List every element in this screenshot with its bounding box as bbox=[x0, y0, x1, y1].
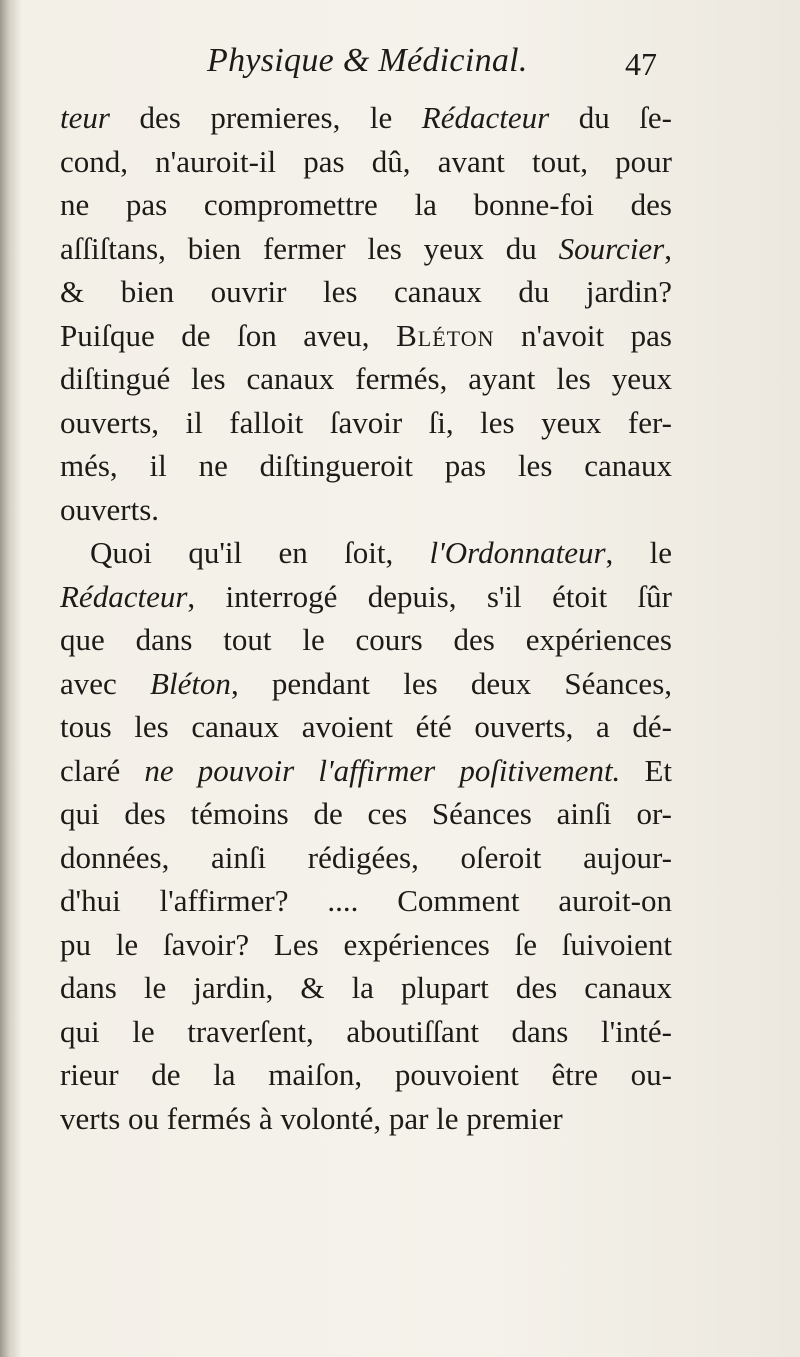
text-segment: , interrogé depuis, s'il étoit ſûr bbox=[187, 578, 672, 614]
text-segment: Bléton bbox=[396, 317, 495, 353]
text-line bbox=[60, 140, 672, 184]
text-segment: més, il ne diſtingueroit pas les canaux bbox=[60, 448, 672, 483]
page-header bbox=[60, 38, 690, 88]
text-line bbox=[60, 444, 672, 488]
text-line bbox=[60, 183, 672, 227]
running-head: Physique & Médicinal. bbox=[207, 42, 528, 79]
text-line bbox=[60, 1097, 672, 1141]
text-line bbox=[60, 662, 672, 706]
text-segment: teur bbox=[60, 100, 110, 135]
text-line bbox=[60, 1010, 672, 1054]
text-segment: qui des témoins de ces Séances ainſi or- bbox=[60, 796, 672, 831]
text-segment: dans le jardin, & la plupart des canaux bbox=[60, 970, 672, 1005]
text-line bbox=[60, 575, 672, 619]
text-segment: Et bbox=[620, 752, 672, 788]
text-line bbox=[60, 227, 672, 271]
text-segment: Quoi qu'il en ſoit, bbox=[90, 535, 430, 570]
text-segment: rieur de la maiſon, pouvoient être ou- bbox=[60, 1057, 672, 1092]
text-line bbox=[60, 923, 672, 967]
text-line bbox=[60, 357, 672, 401]
text-segment: ne pouvoir l'affirmer poſitivement. bbox=[144, 752, 621, 788]
text-line bbox=[60, 966, 672, 1010]
text-line bbox=[60, 401, 672, 445]
text-segment: Bléton bbox=[150, 665, 231, 701]
text-segment: données, ainſi rédigées, oſeroit aujour- bbox=[60, 839, 672, 875]
text-line bbox=[60, 96, 672, 140]
text-segment: du ſe- bbox=[549, 100, 672, 135]
text-line bbox=[60, 879, 672, 923]
text-line bbox=[60, 270, 672, 314]
text-segment: que dans tout le cours des expériences bbox=[60, 622, 672, 657]
text-segment: avec bbox=[60, 665, 151, 701]
page-number: 47 bbox=[625, 46, 657, 82]
text-segment: claré bbox=[60, 752, 145, 788]
text-segment: Rédacteur bbox=[60, 578, 188, 614]
text-line bbox=[60, 836, 672, 880]
text-segment: n'avoit pas bbox=[494, 317, 672, 353]
text-line bbox=[60, 1053, 672, 1097]
text-segment: cond, n'auroit-il pas dû, avant tout, pour bbox=[60, 143, 672, 179]
text-segment: ne pas compromettre la bonne-foi des bbox=[60, 187, 672, 222]
text-segment: Rédacteur bbox=[421, 100, 550, 135]
page-gutter bbox=[0, 0, 22, 1357]
text-segment: , bbox=[664, 230, 672, 266]
text-segment: des premieres, le bbox=[109, 100, 422, 135]
text-segment: l'Ordonnateur bbox=[429, 535, 606, 570]
text-segment: aſſiſtans, bien fermer les yeux du bbox=[60, 230, 559, 266]
text-line bbox=[60, 705, 672, 749]
text-line bbox=[60, 488, 672, 532]
text-segment: pu le ſavoir? Les expériences ſe ſuivoient bbox=[60, 926, 672, 962]
text-segment: diſtingué les canaux fermés, ayant les yeux bbox=[60, 361, 672, 396]
text-line bbox=[60, 749, 672, 793]
text-segment: & bien ouvrir les canaux du jardin? bbox=[60, 274, 672, 309]
text-segment: ouverts, il falloit ſavoir ſi, les yeux fer- bbox=[60, 404, 672, 440]
text-segment: ouverts. bbox=[60, 491, 160, 527]
text-segment: Puiſque de ſon aveu, bbox=[60, 317, 397, 353]
text-line bbox=[60, 314, 672, 358]
text-line bbox=[60, 531, 672, 575]
text-segment: verts ou fermés à volonté, par le premier bbox=[60, 1100, 563, 1136]
text-segment: qui le traverſent, aboutiſſant dans l'inté- bbox=[60, 1013, 672, 1049]
text-segment: Sourcier bbox=[558, 230, 665, 266]
body-text bbox=[60, 96, 672, 1140]
text-segment: tous les canaux avoient été ouverts, a dé- bbox=[60, 709, 672, 744]
text-line bbox=[60, 792, 672, 836]
text-line bbox=[60, 618, 672, 662]
text-segment: , pendant les deux Séances, bbox=[230, 665, 673, 701]
text-segment: , le bbox=[605, 535, 672, 570]
text-segment: d'hui l'affirmer? .... Comment auroit-on bbox=[60, 883, 672, 918]
